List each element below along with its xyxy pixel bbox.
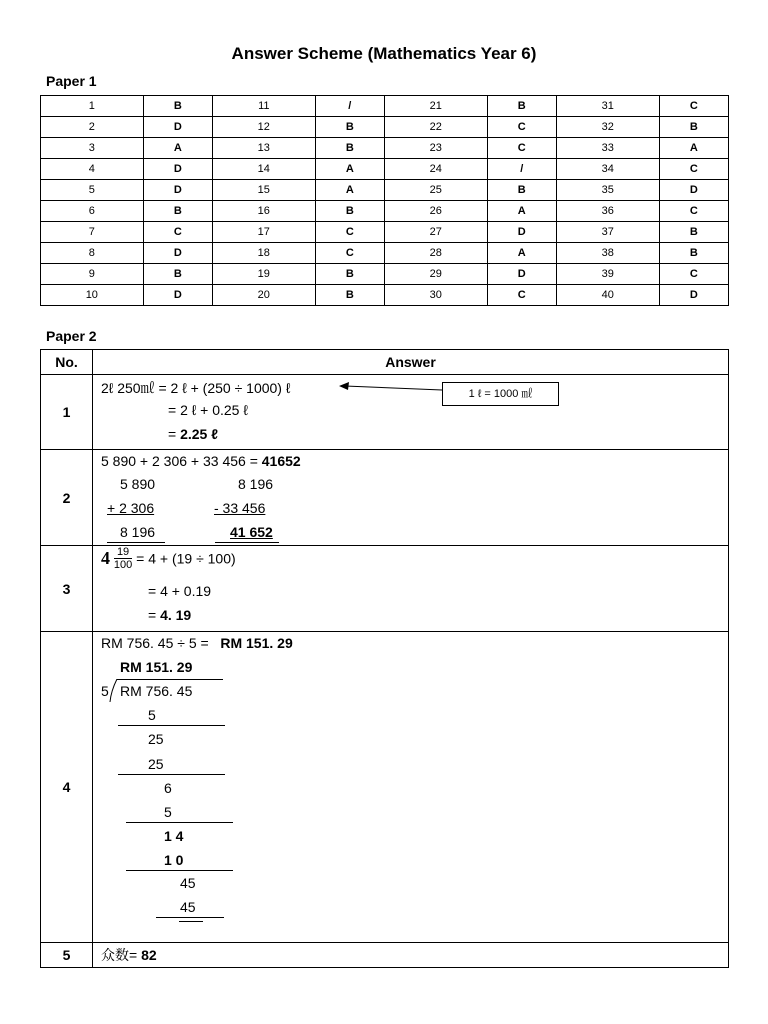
q4-step: 1 0 — [164, 852, 184, 868]
paper1-row — [41, 138, 729, 159]
q4-step: 6 — [164, 780, 172, 796]
question-number-cell: 1 — [41, 96, 144, 117]
answer-cell: / — [487, 159, 556, 180]
q4-step: 45 — [180, 875, 196, 891]
question-number-cell: 28 — [384, 243, 487, 264]
question-number-cell: 21 — [384, 96, 487, 117]
answer-cell: D — [143, 180, 212, 201]
answer-cell: C — [143, 222, 212, 243]
answer-cell: B — [315, 285, 384, 306]
answer-cell: / — [315, 96, 384, 117]
q1-note-box: 1 ℓ = 1000 ㎖ — [442, 382, 559, 406]
paper2-heading: Paper 2 — [46, 328, 97, 344]
q4-final-line — [179, 921, 203, 922]
paper1-row — [41, 159, 729, 180]
paper1-row — [41, 96, 729, 117]
q2-add-sum: 8 196 — [120, 524, 156, 540]
answer-cell: B — [143, 264, 212, 285]
paper2-header-row — [41, 350, 729, 375]
q2-sub-a: 8 196 — [238, 476, 274, 492]
q4-step-line — [126, 822, 233, 823]
answer-cell: B — [659, 117, 728, 138]
question-number-cell: 17 — [212, 222, 315, 243]
q4-division-bar — [117, 679, 223, 680]
question-number-cell: 18 — [212, 243, 315, 264]
q5-row — [41, 943, 729, 968]
answer-cell: C — [487, 285, 556, 306]
question-number-cell: 8 — [41, 243, 144, 264]
q1-result: 2.25 ℓ — [180, 426, 219, 442]
answer-cell: C — [659, 201, 728, 222]
q1-line1: 2ℓ 250㎖ = 2 ℓ + (250 ÷ 1000) ℓ — [101, 380, 291, 396]
q4-row — [41, 632, 729, 943]
question-number-cell: 25 — [384, 180, 487, 201]
q4-step: 1 4 — [164, 828, 184, 844]
q5-label: 众数= — [101, 947, 138, 963]
answer-cell: D — [659, 180, 728, 201]
answer-cell: C — [659, 264, 728, 285]
paper1-row — [41, 180, 729, 201]
question-number-cell: 32 — [556, 117, 659, 138]
answer-cell: A — [315, 180, 384, 201]
answer-cell: B — [315, 138, 384, 159]
question-number-cell: 36 — [556, 201, 659, 222]
question-number-cell: 19 — [212, 264, 315, 285]
question-number-cell: 30 — [384, 285, 487, 306]
q3-numerator: 19 — [114, 546, 132, 559]
q2-add-a: 5 890 — [120, 476, 156, 492]
q5-result: 82 — [141, 947, 157, 963]
question-number-cell: 15 — [212, 180, 315, 201]
answer-cell: C — [315, 243, 384, 264]
question-number-cell: 6 — [41, 201, 144, 222]
q2-answer — [93, 450, 729, 546]
q2-add-b: + 2 306 — [107, 500, 155, 516]
q4-step: 45 — [180, 899, 196, 915]
q4-step: 5 — [148, 707, 156, 723]
q1-line3: = 2.25 ℓ — [168, 426, 219, 442]
answer-cell: B — [315, 264, 384, 285]
q3-result: 4. 19 — [160, 607, 192, 623]
paper1-row — [41, 264, 729, 285]
q4-result: RM 151. 29 — [220, 635, 293, 651]
question-number-cell: 33 — [556, 138, 659, 159]
paper1-row — [41, 222, 729, 243]
col-answer-header: Answer — [93, 350, 729, 375]
question-number-cell: 24 — [384, 159, 487, 180]
answer-cell: D — [659, 285, 728, 306]
q2-number: 2 — [41, 450, 93, 546]
q2-sub-result: 41 652 — [230, 524, 273, 540]
question-number-cell: 4 — [41, 159, 144, 180]
q2-line1: 5 890 + 2 306 + 33 456 = 41652 — [101, 453, 301, 469]
answer-cell: C — [315, 222, 384, 243]
question-number-cell: 5 — [41, 180, 144, 201]
answer-cell: D — [143, 117, 212, 138]
question-number-cell: 34 — [556, 159, 659, 180]
q4-division-bracket — [109, 679, 119, 703]
answer-cell: D — [487, 222, 556, 243]
answer-cell: D — [487, 264, 556, 285]
q4-step-line — [156, 917, 224, 918]
answer-cell: A — [487, 243, 556, 264]
question-number-cell: 13 — [212, 138, 315, 159]
page-title: Answer Scheme (Mathematics Year 6) — [231, 44, 537, 63]
q4-number: 4 — [41, 632, 93, 943]
question-number-cell: 20 — [212, 285, 315, 306]
q3-whole: 4 — [101, 548, 110, 568]
q3-fraction — [114, 546, 132, 571]
answer-cell: C — [487, 138, 556, 159]
q5-number: 5 — [41, 943, 93, 968]
question-number-cell: 12 — [212, 117, 315, 138]
question-number-cell: 40 — [556, 285, 659, 306]
answer-cell: C — [487, 117, 556, 138]
answer-cell: B — [315, 201, 384, 222]
question-number-cell: 16 — [212, 201, 315, 222]
answer-cell: B — [487, 180, 556, 201]
paper1-row — [41, 117, 729, 138]
arrow-left-icon — [339, 381, 443, 393]
q3-line3: = 4. 19 — [148, 607, 192, 623]
q2-row — [41, 450, 729, 546]
q3-answer — [93, 546, 729, 632]
paper2-answer-table — [40, 349, 729, 968]
q1-row — [41, 375, 729, 450]
q4-step-line — [118, 774, 225, 775]
q5-answer — [93, 943, 729, 968]
question-number-cell: 3 — [41, 138, 144, 159]
question-number-cell: 37 — [556, 222, 659, 243]
answer-cell: D — [143, 243, 212, 264]
paper1-heading: Paper 1 — [46, 73, 97, 89]
answer-cell: B — [487, 96, 556, 117]
paper1-row — [41, 243, 729, 264]
q3-line2: = 4 + 0.19 — [148, 583, 212, 599]
answer-cell: C — [659, 159, 728, 180]
question-number-cell: 11 — [212, 96, 315, 117]
paper1-row — [41, 285, 729, 306]
answer-cell: B — [143, 201, 212, 222]
question-number-cell: 26 — [384, 201, 487, 222]
question-number-cell: 23 — [384, 138, 487, 159]
paper1-answer-table — [40, 95, 729, 306]
question-number-cell: 39 — [556, 264, 659, 285]
q4-dividend: RM 756. 45 — [120, 683, 193, 699]
question-number-cell: 10 — [41, 285, 144, 306]
q2-sub-b: - 33 456 — [214, 500, 266, 516]
q2-sub-underline — [215, 542, 279, 543]
question-number-cell: 2 — [41, 117, 144, 138]
question-number-cell: 38 — [556, 243, 659, 264]
q1-answer — [93, 375, 729, 450]
paper1-row — [41, 201, 729, 222]
answer-cell: B — [143, 96, 212, 117]
answer-cell: B — [659, 222, 728, 243]
q1-number: 1 — [41, 375, 93, 450]
answer-cell: A — [143, 138, 212, 159]
question-number-cell: 22 — [384, 117, 487, 138]
q4-line1: RM 756. 45 ÷ 5 = RM 151. 29 — [101, 635, 293, 651]
q1-line2: = 2 ℓ + 0.25 ℓ — [168, 402, 248, 418]
q4-step-line — [126, 870, 233, 871]
q3-row — [41, 546, 729, 632]
question-number-cell: 35 — [556, 180, 659, 201]
q4-step-line — [118, 725, 225, 726]
question-number-cell: 31 — [556, 96, 659, 117]
q4-step: 5 — [164, 804, 172, 820]
answer-cell: C — [659, 96, 728, 117]
q3-number: 3 — [41, 546, 93, 632]
answer-cell: B — [315, 117, 384, 138]
answer-cell: D — [143, 159, 212, 180]
q4-quotient: RM 151. 29 — [120, 659, 193, 675]
q2-add-underline — [107, 542, 165, 543]
q2-result: 41652 — [261, 453, 301, 469]
q4-answer — [93, 632, 729, 943]
question-number-cell: 29 — [384, 264, 487, 285]
answer-cell: D — [143, 285, 212, 306]
answer-cell: A — [315, 159, 384, 180]
question-number-cell: 14 — [212, 159, 315, 180]
question-number-cell: 7 — [41, 222, 144, 243]
col-no-header: No. — [41, 350, 93, 375]
q4-divisor: 5 — [101, 683, 109, 699]
q3-line1: 4 $\frac{19}{100}$ = 4 + (19 ÷ 100) — [101, 546, 236, 571]
q4-step: 25 — [148, 731, 164, 747]
answer-cell: A — [487, 201, 556, 222]
q4-step: 25 — [148, 756, 164, 772]
q3-denominator: 100 — [113, 559, 133, 571]
question-number-cell: 27 — [384, 222, 487, 243]
question-number-cell: 9 — [41, 264, 144, 285]
answer-cell: A — [659, 138, 728, 159]
answer-cell: B — [659, 243, 728, 264]
